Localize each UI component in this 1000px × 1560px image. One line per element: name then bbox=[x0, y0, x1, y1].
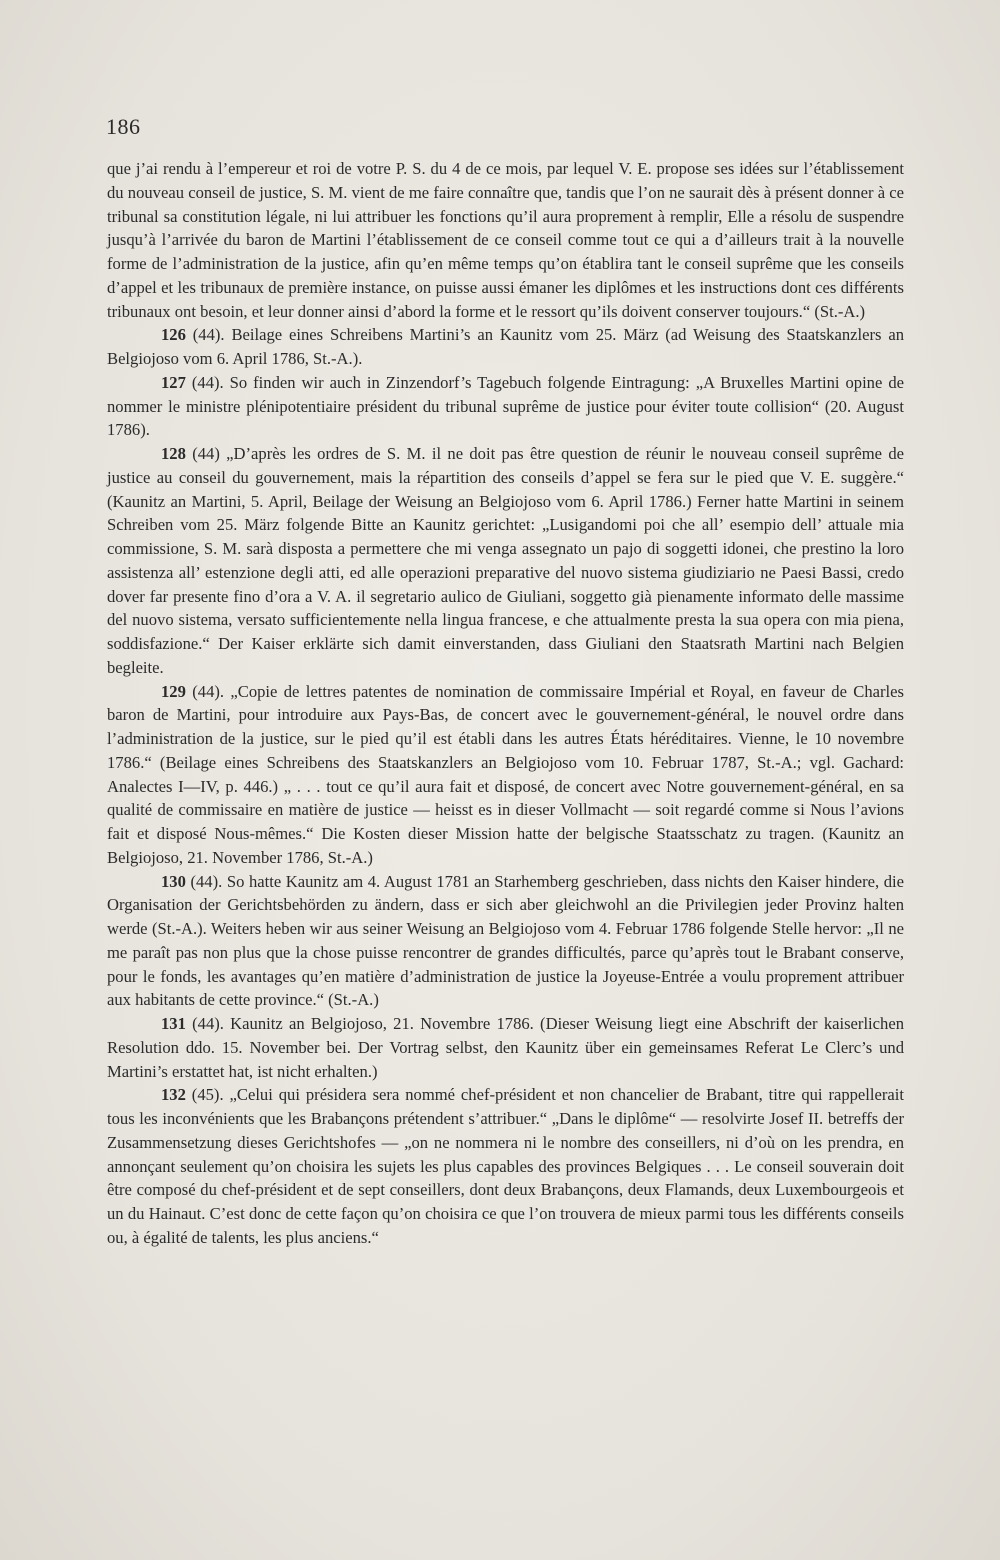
note-128 bbox=[107, 442, 904, 680]
note-number: 126 bbox=[161, 325, 186, 345]
note-number: 129 bbox=[161, 681, 186, 701]
note-129 bbox=[107, 680, 904, 870]
note-132 bbox=[107, 1083, 904, 1249]
note-number: 127 bbox=[161, 372, 186, 392]
note-text: (44). Kaunitz an Belgiojoso, 21. Novembre 1786. (Dieser Weisung liegt eine Abschrift der kaiserlichen Resolution ddo. 15. November bei. Der Vortrag selbst, den Kaunitz über ein gemeinsames Referat Le Clerc’s und Martini’s erstattet hat, ist nicht erhalten.) bbox=[107, 1014, 904, 1081]
note-number: 128 bbox=[161, 444, 186, 463]
footnotes-text bbox=[107, 157, 904, 1250]
note-127 bbox=[107, 371, 904, 442]
page-number: 186 bbox=[106, 114, 141, 139]
continuation-paragraph bbox=[107, 157, 904, 323]
note-number: 131 bbox=[161, 1014, 186, 1033]
note-text: (44). Beilage eines Schreibens Martini’s an Kaunitz vom 25. März (ad Weisung des Staatskanzlers an Belgiojoso vom 6. April 1786, St.-A.). bbox=[107, 325, 904, 368]
note-number: 132 bbox=[161, 1085, 186, 1105]
note-text: (44) „D’après les ordres de S. M. il ne doit pas être question de réunir le nouveau conseil suprême de justice au conseil du gouvernement, mais la répartition des conseils d’appel se fera sur le pied que V. E. suggère.“ (Kaunitz an Martini, 5. April, Beilage der Weisung an Belgiojoso vom 6. April 1786.) Ferner hatte Martini in seinem Schreiben vom 25. März folgende Bitte an Kaunitz gerichtet: „Lusigandomi poi che all’ esempio dell’ attuale mia commissione, S. M. sarà disposta a permettere che mi venga assegnato un pajo di soggetti idonei, che prestino la loro assistenza all’ estenzione degli atti, ed alle operazioni preparative del nuovo sistema giudiziario ne Paesi Bassi, credo dover far presente fino d’ora a V. A. il segretario aulico de Giuliani, soggetto già pienamente informato delle massime del nuovo sistema, versato sufficientemente nella lingua francese, e che attualmente presta la sua opera con mia piena, soddisfazione.“ Der Kaiser erklärte sich damit einverstanden, dass Giuliani den Staatsrath Martini nach Belgien begleite. bbox=[107, 444, 904, 677]
paragraph-text: que j’ai rendu à l’empereur et roi de votre P. S. du 4 de ce mois, par lequel V. E. propose ses idées sur l’établissement du nouveau conseil de justice, S. M. vient de me faire connaître que, tandis que l’on ne saurait dès à présent donner à ce tribunal sa constitution légale, ni lui attribuer les fonctions qu’il aura proprement à remplir, Elle a résolu de suspendre jusqu’à l’arrivée du baron de Martini l’établissement de ce conseil comme tout ce qui a d’ailleurs trait à la nouvelle forme de l’administration de la justice, afin qu’en même temps qu’on établira tant le conseil suprême que les conseils d’appel et les tribunaux de première instance, on puisse aussi émaner les diplômes et les instructions dont ces différents tribunaux ont besoin, et leur donner ainsi d’abord la forme et le ressort qu’ils doivent conserver toujours.“ (St.-A.) bbox=[107, 159, 904, 321]
note-text: (44). So finden wir auch in Zinzendorf’s Tagebuch folgende Eintragung: „A Bruxelles Martini opine de nommer le ministre plénipotentiaire président du tribunal suprême de justice pour éviter toute collision“ (20. August 1786). bbox=[107, 372, 904, 440]
note-text: (44). „Copie de lettres patentes de nomination de commissaire Impérial et Royal, en faveur de Charles baron de Martini, pour introduire aux Pays-Bas, de concert avec le gouvernement-général, le nouvel ordre dans l’administration de la justice, sur le pied qu’il est établi dans les autres États héréditaires. Vienne, le 10 novembre 1786.“ (Beilage eines Schreibens des Staatskanzlers an Belgiojoso vom 10. Februar 1787, St.-A.; vgl. Gachard: Analectes I—IV, p. 446.) „ . . . tout ce qu’il aura fait et disposé, de concert avec Notre gouvernement-général, en sa qualité de commissaire en matière de justice — heisst es in dieser Vollmacht — soit regardé comme si Nous l’avions fait et disposé Nous-mêmes.“ Die Kosten dieser Mission hatte der belgische Staatsschatz zu tragen. (Kaunitz an Belgiojoso, 21. November 1786, St.-A.) bbox=[107, 681, 904, 867]
note-130 bbox=[107, 870, 904, 1013]
note-131 bbox=[107, 1012, 904, 1083]
note-number: 130 bbox=[161, 871, 186, 891]
note-text: (44). So hatte Kaunitz am 4. August 1781 an Starhemberg geschrieben, dass nichts den Kaiser hindere, die Organisation der Gerichtsbehörden zu ändern, dass er sich aber gleichwohl an die Privilegien jeder Provinz halten werde (St.-A.). Weiters heben wir aus seiner Weisung an Belgiojoso vom 4. Februar 1786 folgende Stelle hervor: „Il ne me paraît pas non plus que la chose puisse rencontrer de grandes difficultés, parce qu’après tout le Brabant conserve, pour le fonds, les avantages qu’en matière d’administration de justice la Joyeuse-Entrée a voulu proprement attribuer aux habitants de cette province.“ (St.-A.) bbox=[107, 871, 904, 1010]
note-text: (45). „Celui qui présidera sera nommé chef-président et non chancelier de Brabant, titre qui rappellerait tous les inconvénients que les Brabançons prétendent s’attribuer.“ „Dans le diplôme“ — resolvirte Josef II. betreffs der Zusammensetzung dieses Gerichtshofes — „on ne nommera ni le nombre des conseillers, ni d’où on les prendra, en annonçant seulement qu’on choisira les sujets les plus capables des provinces Belgiques . . . Le conseil souverain doit être composé du chef-président et de sept conseillers, dont deux Brabançons, deux Flamands, deux Luxembourgeois et un du Hainaut. C’est donc de cette façon qu’on choisira ce que l’on trouvera de mieux parmi tous les différents conseils ou, à égalité de talents, les plus anciens.“ bbox=[107, 1085, 904, 1247]
note-126 bbox=[107, 323, 904, 371]
